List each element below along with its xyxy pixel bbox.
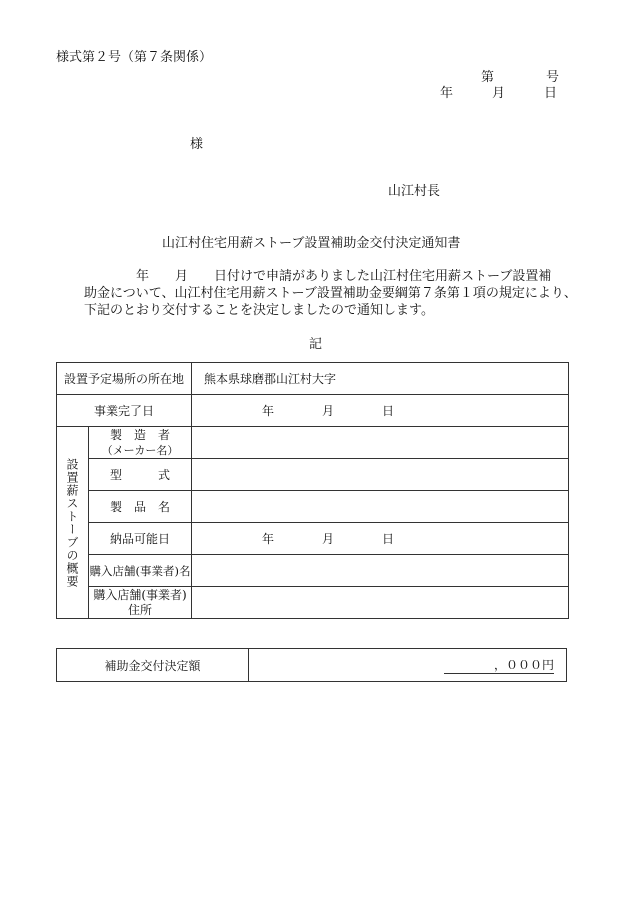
product-name-value bbox=[192, 491, 569, 523]
store-address-label-line-1: 購入店舗(事業者) bbox=[93, 587, 187, 602]
store-address-value bbox=[192, 587, 569, 619]
issuer-title: 山江村長 bbox=[388, 184, 441, 199]
model-value bbox=[192, 459, 569, 491]
amount-value-cell bbox=[249, 649, 567, 682]
form-label: 様式第２号（第７条関係） bbox=[56, 50, 213, 65]
addressee-sama: 様 bbox=[190, 137, 204, 152]
table-row bbox=[57, 587, 569, 619]
document-title: 山江村住宅用薪ストーブ設置補助金交付決定通知書 bbox=[162, 236, 461, 251]
maker-value bbox=[192, 427, 569, 459]
table-row bbox=[57, 459, 569, 491]
table-row bbox=[57, 649, 567, 682]
amount-label: 補助金交付決定額 bbox=[57, 649, 249, 682]
completion-date-label: 事業完了日 bbox=[57, 395, 192, 427]
store-name-label: 購入店舗(事業者)名 bbox=[89, 555, 192, 587]
table-row bbox=[57, 491, 569, 523]
delivery-date-cell bbox=[192, 523, 569, 555]
delivery-date-value: 年 月 日 bbox=[262, 532, 395, 546]
amount-value: ，０００円 bbox=[444, 656, 554, 674]
store-address-label bbox=[89, 587, 192, 619]
table-row bbox=[57, 427, 569, 459]
maker-label bbox=[89, 427, 192, 459]
maker-label-line-1: 製 造 者 bbox=[110, 427, 171, 442]
model-label: 型 式 bbox=[89, 459, 192, 491]
store-address-label-line-2: 住所 bbox=[128, 602, 153, 617]
table-row bbox=[57, 395, 569, 427]
table-row bbox=[57, 523, 569, 555]
stove-overview-group-label: 設置薪ストーブの概要 bbox=[65, 457, 79, 588]
completion-date-value: 年 月 日 bbox=[262, 404, 395, 418]
amount-table bbox=[56, 648, 567, 682]
store-name-value bbox=[192, 555, 569, 587]
maker-label-line-2: （メーカー名） bbox=[101, 443, 179, 457]
location-value: 熊本県球磨郡山江村大字 bbox=[192, 363, 569, 395]
product-name-label: 製 品 名 bbox=[89, 491, 192, 523]
body-line-1: 年 月 日付けで申請がありました山江村住宅用薪ストーブ設置補 bbox=[136, 269, 552, 284]
body-line-3: 下記のとおり交付することを決定しましたので通知します。 bbox=[84, 303, 434, 318]
document-number-line: 第 号 bbox=[481, 70, 560, 85]
document-date-line: 年 月 日 bbox=[440, 86, 558, 101]
table-row bbox=[57, 555, 569, 587]
ki-label: 記 bbox=[309, 337, 323, 352]
table-row bbox=[57, 363, 569, 395]
body-line-2: 助金について、山江村住宅用薪ストーブ設置補助金要綱第７条第１項の規定により、 bbox=[84, 286, 577, 301]
location-label: 設置予定場所の所在地 bbox=[57, 363, 192, 395]
stove-overview-group-cell bbox=[57, 427, 89, 619]
subsidy-details-table bbox=[56, 362, 569, 619]
delivery-date-label: 納品可能日 bbox=[89, 523, 192, 555]
completion-date-cell bbox=[192, 395, 569, 427]
